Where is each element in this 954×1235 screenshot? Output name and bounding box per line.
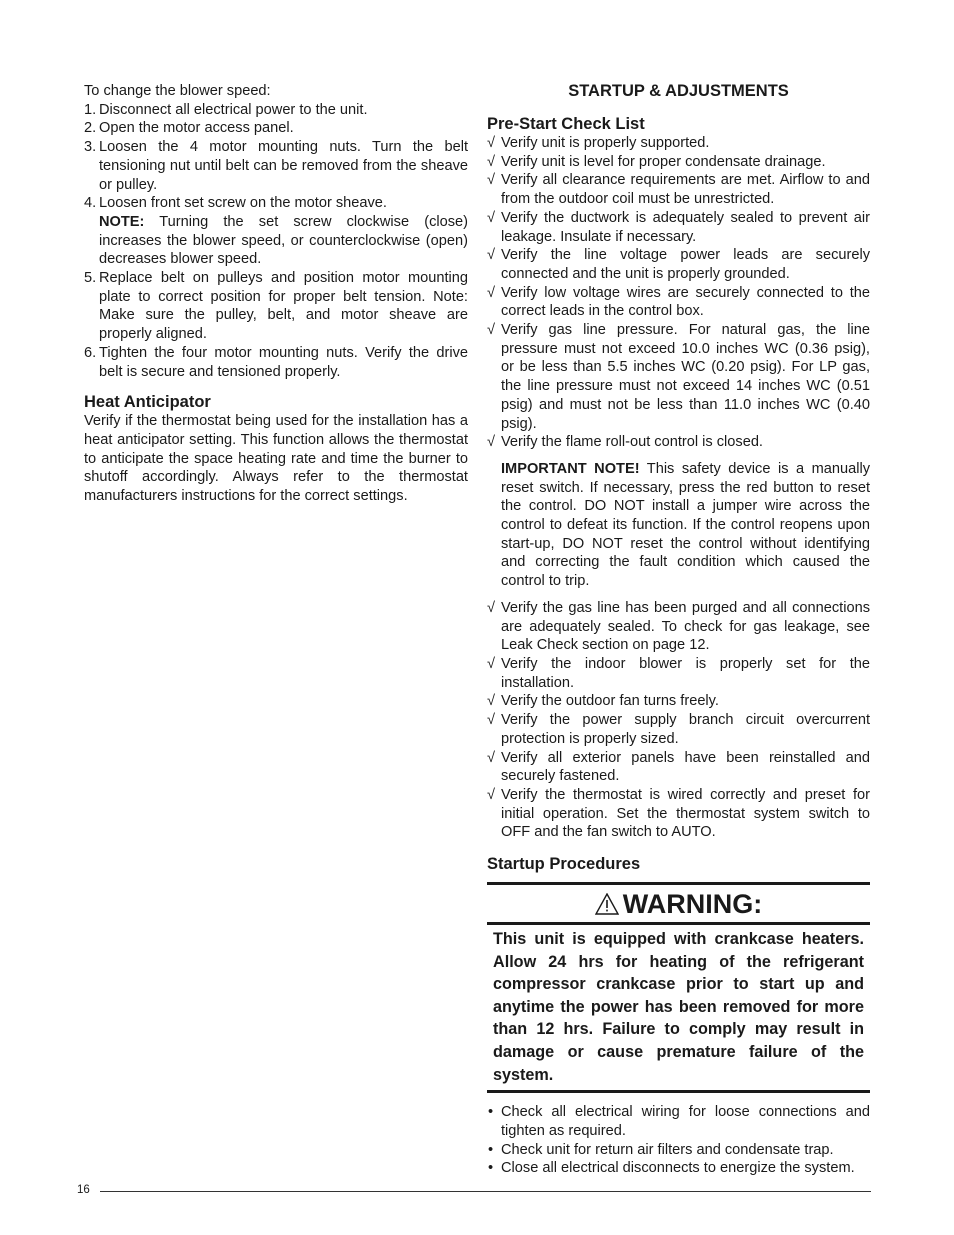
note-text: Turning the set screw clockwise (close) increases the blower speed, or counterclockwise (open) decreases blower speed. [99, 213, 468, 268]
bullet-item [487, 1159, 870, 1178]
check-text: Verify the flame roll-out control is closed. [501, 434, 763, 451]
check-mark-icon: √ [487, 284, 496, 301]
check-text: Verify all exterior panels have been reinstalled and securely fastened. [501, 749, 870, 785]
step-number: 1. [84, 101, 97, 118]
warning-title [487, 882, 870, 925]
check-text: Verify all clearance requirements are met. Airflow to and from the outdoor coil must be unrestricted. [501, 172, 870, 208]
warning-body: This unit is equipped with crankcase heaters. Allow 24 hrs for heating of the refrigerant compressor crankcase prior to start up and anytime the power has been removed for more than 12 hrs. Failure to comply may result in damage or cause premature failure of the system. [487, 925, 870, 1093]
check-text: Verify low voltage wires are securely connected to the correct leads in the control box. [501, 284, 870, 320]
check-text: Verify the thermostat is wired correctly and preset for initial operation. Set the thermostat system switch to OFF and the fan switch to AUTO. [501, 786, 870, 841]
step-text: Disconnect all electrical power to the unit. [99, 101, 368, 118]
check-mark-icon: √ [487, 712, 496, 729]
check-item [487, 711, 870, 748]
step-number: 3. [84, 139, 97, 156]
warning-title-text: WARNING: [622, 889, 763, 920]
check-mark-icon: √ [487, 247, 496, 264]
note-label: NOTE: [99, 213, 145, 230]
step-item [84, 119, 468, 138]
check-item [487, 134, 870, 153]
check-mark-icon: √ [487, 172, 496, 189]
check-item [487, 749, 870, 786]
check-item [487, 599, 870, 655]
left-column [84, 82, 468, 506]
startup-bullets [487, 1103, 870, 1178]
check-item [487, 786, 870, 842]
check-mark-icon: √ [487, 322, 496, 339]
check-item [487, 692, 870, 711]
section-title: STARTUP & ADJUSTMENTS [568, 82, 789, 100]
step-item [84, 138, 468, 194]
bullet-item [487, 1141, 870, 1160]
bullet-item [487, 1103, 870, 1140]
step-text: Loosen the 4 motor mounting nuts. Turn the belt tensioning nut until belt can be removed from the sheave or pulley. [99, 139, 468, 193]
check-mark-icon: √ [487, 135, 496, 151]
step-number: 2. [84, 120, 97, 137]
bullet-text: Check unit for return air filters and condensate trap. [501, 1141, 834, 1158]
footer-divider [100, 1191, 871, 1192]
check-item [487, 171, 870, 208]
step-number: 5. [84, 270, 97, 287]
check-text: Verify the outdoor fan turns freely. [501, 693, 719, 710]
check-text: Verify the ductwork is adequately sealed to prevent air leakage. Insulate if necessary. [501, 209, 870, 245]
check-mark-icon: √ [487, 749, 496, 766]
check-text: Verify the indoor blower is properly set for the installation. [501, 655, 870, 691]
warning-triangle-icon [595, 893, 619, 915]
warning-box [487, 882, 870, 1093]
check-item [487, 153, 870, 172]
important-note [501, 460, 870, 591]
step-text: Loosen front set screw on the motor sheave. [99, 195, 387, 212]
check-text: Verify the power supply branch circuit overcurrent protection is properly sized. [501, 712, 870, 747]
check-text: Verify the line voltage power leads are securely connected and the unit is properly grounded. [501, 247, 870, 282]
bullet-icon: • [488, 1141, 494, 1158]
check-mark-icon: √ [487, 209, 496, 226]
check-mark-icon: √ [487, 655, 496, 672]
step-number: 4. [84, 195, 97, 212]
step-text: Open the motor access panel. [99, 120, 294, 137]
check-text: Verify unit is level for proper condensate drainage. [501, 153, 826, 170]
check-mark-icon: √ [487, 693, 496, 710]
check-text: Verify unit is properly supported. [501, 135, 710, 151]
checklist-b [487, 599, 870, 842]
checklist-heading: Pre-Start Check List [487, 115, 645, 133]
blower-speed-intro: To change the blower speed: [84, 83, 271, 99]
check-item [487, 321, 870, 433]
step-item [84, 101, 468, 120]
check-mark-icon: √ [487, 153, 496, 170]
check-mark-icon: √ [487, 786, 496, 803]
step-number: 6. [84, 344, 97, 361]
heat-anticipator-text: Verify if the thermostat being used for the installation has a heat anticipator setting. This function allows the thermostat to anticipate the space heating rate and time the burner to shutoff accordingly. Always refer to the thermostat manufacturers instructions for the correct settings. [84, 413, 468, 505]
bullet-text: Check all electrical wiring for loose connections and tighten as required. [501, 1104, 870, 1139]
heat-anticipator-heading: Heat Anticipator [84, 393, 211, 412]
check-item [487, 209, 870, 246]
bullet-icon: • [488, 1104, 494, 1121]
check-mark-icon: √ [487, 599, 496, 616]
blower-speed-steps [84, 101, 468, 382]
check-mark-icon: √ [487, 434, 496, 451]
bullet-text: Close all electrical disconnects to energize the system. [501, 1160, 855, 1177]
step-text: Replace belt on pulleys and position motor mounting plate to correct position for proper belt tension. Note: Make sure the pulley, belt, and motor sheave are properly aligned. [99, 270, 468, 343]
step-item [84, 269, 468, 344]
step-item [84, 194, 468, 269]
check-text: Verify gas line pressure. For natural gas, the line pressure must not exceed 10.0 inches WC (0.36 psig), or be less than 5.5 inches WC (0.20 psig). For LP gas, the line pressure must not exceed 14 inches WC (0.51 psig) and must not be less than 11.0 inches WC (0.40 psig). [501, 322, 870, 432]
startup-procedures-heading: Startup Procedures [487, 855, 641, 874]
page-number: 16 [77, 1184, 90, 1196]
check-item [487, 433, 870, 452]
checklist-a [487, 134, 870, 452]
check-item [487, 284, 870, 321]
step-item [84, 344, 468, 381]
important-text: This safety device is a manually reset switch. If necessary, press the red button to reset the control. DO NOT install a jumper wire across the control to defeat its function. If the control reopens upon start-up, DO NOT reset the control without identifying and correcting the fault condition which caused the control to trip. [501, 460, 870, 590]
important-label: IMPORTANT NOTE! [501, 460, 640, 477]
check-item [487, 655, 870, 692]
step-text: Tighten the four motor mounting nuts. Verify the drive belt is secure and tensioned properly. [99, 344, 468, 380]
bullet-icon: • [488, 1160, 494, 1177]
check-text: Verify the gas line has been purged and all connections are adequately sealed. To check for gas leakage, see Leak Check section on page 12. [501, 599, 870, 654]
right-column [487, 82, 870, 1178]
check-item [487, 246, 870, 283]
